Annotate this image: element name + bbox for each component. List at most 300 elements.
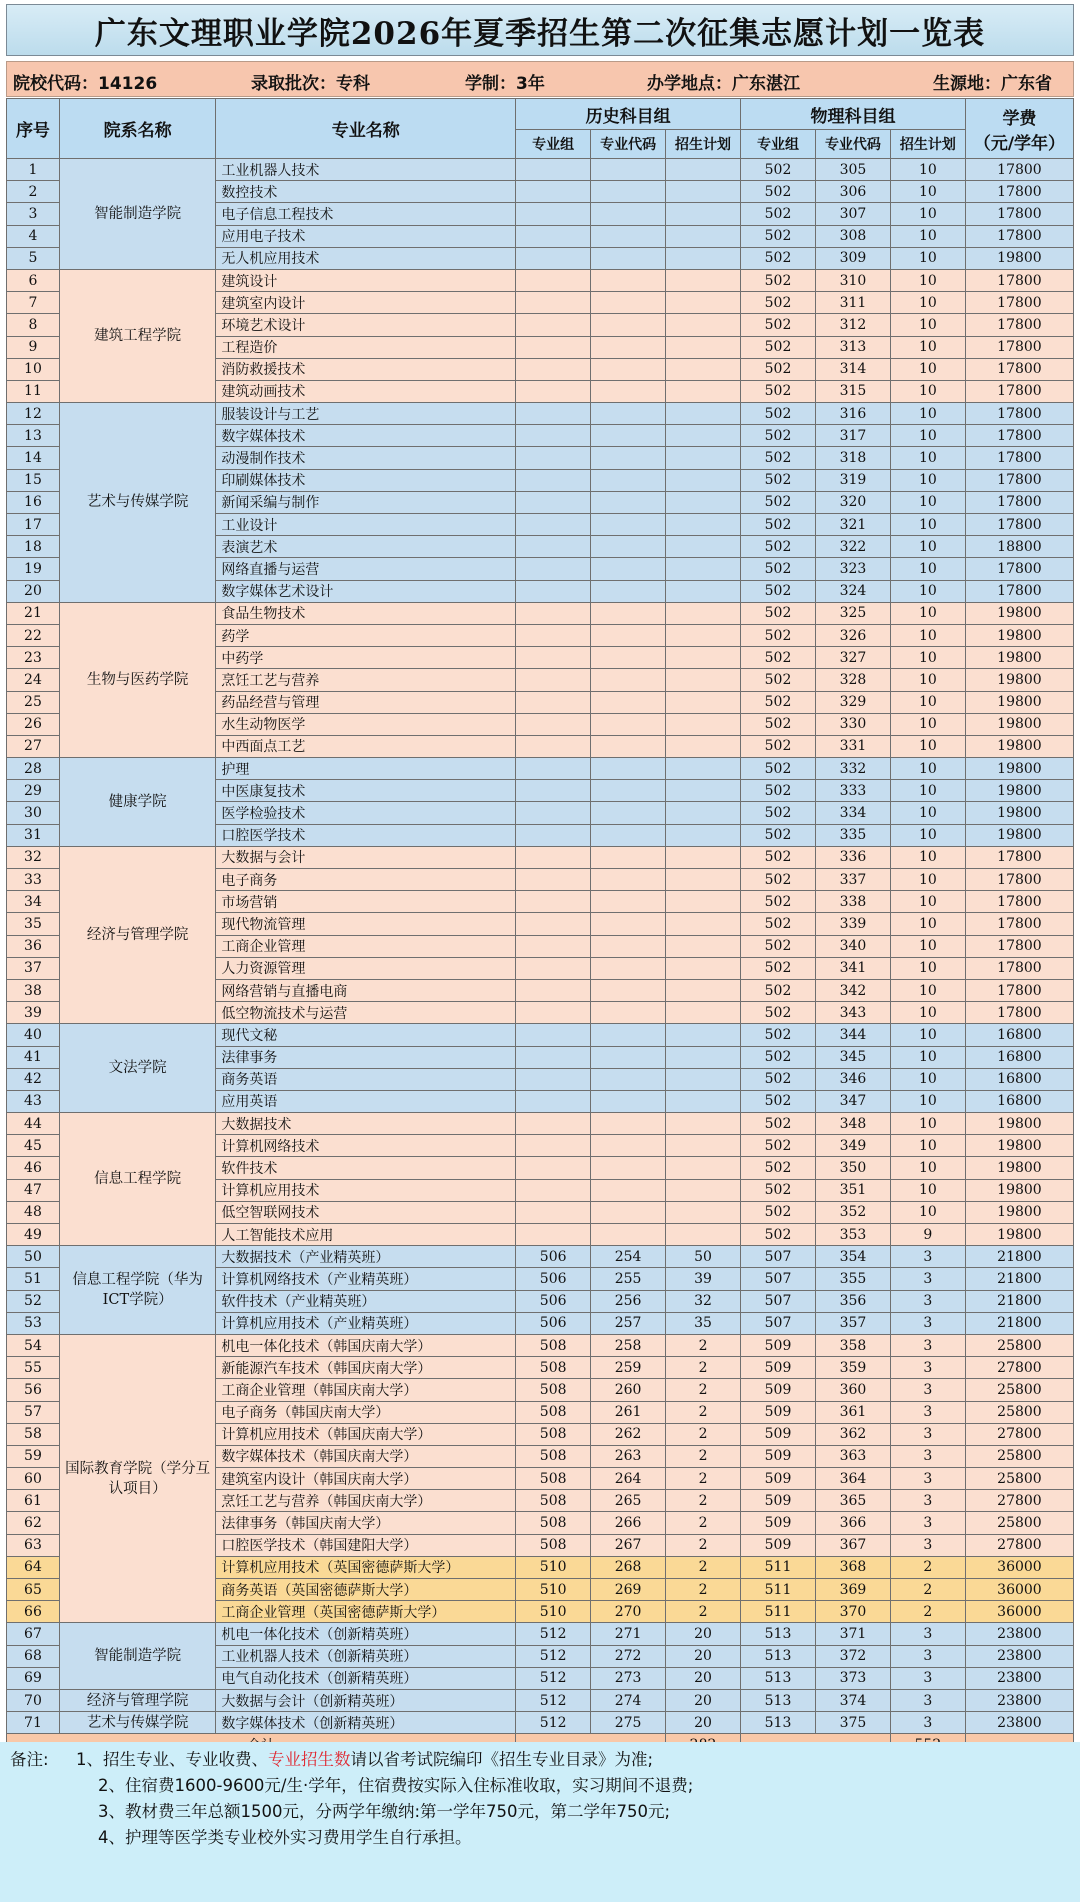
cell-fee: 25800 <box>965 1379 1073 1401</box>
cell-history-code: 256 <box>591 1290 666 1312</box>
note-3: 3、教材费三年总额1500元，分两学年缴纳:第一学年750元，第二学年750元; <box>98 1802 671 1821</box>
cell-seq: 52 <box>7 1290 60 1312</box>
cell-history-plan: 20 <box>666 1667 741 1689</box>
cell-physics-group: 502 <box>741 824 816 846</box>
cell-physics-plan: 10 <box>890 558 965 580</box>
cell-major: 软件技术 <box>216 1157 516 1179</box>
cell-history-group <box>516 824 591 846</box>
cell-physics-group: 502 <box>741 1113 816 1135</box>
cell-physics-code: 305 <box>815 159 890 181</box>
cell-physics-plan: 10 <box>890 469 965 491</box>
cell-history-group <box>516 1002 591 1024</box>
cell-seq: 11 <box>7 380 60 402</box>
cell-history-group <box>516 469 591 491</box>
cell-history-group: 508 <box>516 1423 591 1445</box>
cell-major: 应用电子技术 <box>216 225 516 247</box>
cell-history-plan <box>666 869 741 891</box>
cell-physics-code: 375 <box>815 1712 890 1734</box>
cell-fee: 19800 <box>965 247 1073 269</box>
cell-history-code <box>591 269 666 291</box>
cell-physics-group: 502 <box>741 802 816 824</box>
cell-history-code: 265 <box>591 1490 666 1512</box>
admission-batch: 录取批次：专科 <box>251 74 370 94</box>
cell-physics-code: 353 <box>815 1224 890 1246</box>
cell-physics-group: 502 <box>741 1024 816 1046</box>
cell-physics-group: 502 <box>741 536 816 558</box>
cell-history-group <box>516 624 591 646</box>
cell-history-plan <box>666 824 741 846</box>
cell-fee: 19800 <box>965 691 1073 713</box>
cell-history-group: 508 <box>516 1468 591 1490</box>
cell-physics-group: 502 <box>741 159 816 181</box>
cell-history-group <box>516 1135 591 1157</box>
cell-history-plan <box>666 247 741 269</box>
cell-history-group: 508 <box>516 1490 591 1512</box>
cell-major: 现代物流管理 <box>216 913 516 935</box>
cell-history-code <box>591 447 666 469</box>
cell-physics-plan: 10 <box>890 269 965 291</box>
cell-physics-plan: 10 <box>890 913 965 935</box>
cell-seq: 58 <box>7 1423 60 1445</box>
study-duration: 学制：3年 <box>465 74 545 94</box>
cell-fee: 21800 <box>965 1290 1073 1312</box>
cell-history-code <box>591 957 666 979</box>
cell-seq: 68 <box>7 1645 60 1667</box>
cell-physics-group: 502 <box>741 1090 816 1112</box>
cell-physics-code: 351 <box>815 1179 890 1201</box>
cell-physics-group: 502 <box>741 713 816 735</box>
cell-history-code: 272 <box>591 1645 666 1667</box>
cell-fee: 36000 <box>965 1601 1073 1623</box>
cell-history-group <box>516 181 591 203</box>
cell-history-plan <box>666 269 741 291</box>
cell-history-code: 270 <box>591 1601 666 1623</box>
cell-history-code <box>591 1090 666 1112</box>
cell-fee: 27800 <box>965 1490 1073 1512</box>
cell-physics-code: 312 <box>815 314 890 336</box>
cell-physics-code: 356 <box>815 1290 890 1312</box>
cell-fee: 19800 <box>965 1179 1073 1201</box>
cell-physics-code: 366 <box>815 1512 890 1534</box>
cell-history-group <box>516 336 591 358</box>
cell-major: 建筑室内设计（韩国庆南大学） <box>216 1468 516 1490</box>
cell-physics-group: 502 <box>741 269 816 291</box>
cell-physics-code: 326 <box>815 624 890 646</box>
cell-physics-plan: 10 <box>890 1135 965 1157</box>
col-header-history-sub-code: 专业代码 <box>591 130 666 159</box>
cell-history-group <box>516 869 591 891</box>
cell-fee: 23800 <box>965 1712 1073 1734</box>
cell-physics-group: 502 <box>741 292 816 314</box>
cell-physics-group: 502 <box>741 691 816 713</box>
cell-history-plan <box>666 1024 741 1046</box>
cell-history-code <box>591 403 666 425</box>
cell-history-code <box>591 1113 666 1135</box>
cell-seq: 15 <box>7 469 60 491</box>
cell-physics-code: 352 <box>815 1201 890 1223</box>
cell-seq: 57 <box>7 1401 60 1423</box>
cell-fee: 17800 <box>965 491 1073 513</box>
cell-physics-plan: 10 <box>890 1002 965 1024</box>
cell-history-plan <box>666 1046 741 1068</box>
cell-fee: 17800 <box>965 514 1073 536</box>
cell-seq: 63 <box>7 1534 60 1556</box>
cell-seq: 10 <box>7 358 60 380</box>
cell-major: 数控技术 <box>216 181 516 203</box>
table-row <box>7 758 1074 780</box>
cell-history-plan <box>666 735 741 757</box>
cell-fee: 17800 <box>965 314 1073 336</box>
cell-seq: 71 <box>7 1712 60 1734</box>
cell-history-plan: 35 <box>666 1312 741 1334</box>
cell-seq: 53 <box>7 1312 60 1334</box>
cell-history-plan <box>666 469 741 491</box>
cell-history-code <box>591 824 666 846</box>
cell-history-plan <box>666 314 741 336</box>
cell-fee: 17800 <box>965 935 1073 957</box>
cell-seq: 30 <box>7 802 60 824</box>
page-title: 广东文理职业学院2026年夏季招生第二次征集志愿计划一览表 <box>6 4 1074 56</box>
cell-seq: 59 <box>7 1445 60 1467</box>
cell-physics-group: 502 <box>741 758 816 780</box>
cell-history-plan <box>666 558 741 580</box>
cell-history-plan <box>666 181 741 203</box>
cell-history-plan <box>666 447 741 469</box>
cell-physics-group: 502 <box>741 846 816 868</box>
cell-history-code <box>591 1224 666 1246</box>
cell-history-group <box>516 979 591 1001</box>
cell-physics-plan: 9 <box>890 1224 965 1246</box>
cell-major: 消防救援技术 <box>216 358 516 380</box>
cell-physics-code: 336 <box>815 846 890 868</box>
cell-seq: 22 <box>7 624 60 646</box>
cell-seq: 36 <box>7 935 60 957</box>
cell-physics-code: 358 <box>815 1334 890 1356</box>
cell-seq: 23 <box>7 647 60 669</box>
cell-fee: 17800 <box>965 269 1073 291</box>
cell-history-group <box>516 1179 591 1201</box>
cell-history-group <box>516 758 591 780</box>
cell-fee: 17800 <box>965 159 1073 181</box>
cell-physics-plan: 10 <box>890 580 965 602</box>
cell-seq: 20 <box>7 580 60 602</box>
cell-history-group <box>516 713 591 735</box>
cell-fee: 19800 <box>965 624 1073 646</box>
cell-major: 大数据与会计（创新精英班） <box>216 1689 516 1711</box>
cell-seq: 60 <box>7 1468 60 1490</box>
cell-major: 建筑设计 <box>216 269 516 291</box>
cell-history-code <box>591 891 666 913</box>
cell-history-plan <box>666 491 741 513</box>
cell-history-code <box>591 735 666 757</box>
cell-seq: 65 <box>7 1579 60 1601</box>
cell-physics-group: 513 <box>741 1689 816 1711</box>
cell-physics-plan: 10 <box>890 1090 965 1112</box>
cell-history-code: 257 <box>591 1312 666 1334</box>
cell-history-plan <box>666 846 741 868</box>
cell-department: 艺术与传媒学院 <box>59 1712 216 1734</box>
cell-history-code: 268 <box>591 1556 666 1578</box>
cell-history-plan <box>666 935 741 957</box>
cell-seq: 64 <box>7 1556 60 1578</box>
note-1 <box>76 1746 653 1770</box>
cell-seq: 35 <box>7 913 60 935</box>
cell-physics-code: 330 <box>815 713 890 735</box>
cell-physics-plan: 10 <box>890 758 965 780</box>
cell-history-plan <box>666 225 741 247</box>
cell-physics-code: 340 <box>815 935 890 957</box>
cell-major: 数字媒体技术（创新精英班） <box>216 1712 516 1734</box>
cell-seq: 14 <box>7 447 60 469</box>
cell-major: 商务英语 <box>216 1068 516 1090</box>
cell-physics-group: 509 <box>741 1534 816 1556</box>
cell-fee: 17800 <box>965 891 1073 913</box>
cell-history-group: 506 <box>516 1290 591 1312</box>
cell-physics-code: 347 <box>815 1090 890 1112</box>
cell-physics-group: 502 <box>741 1068 816 1090</box>
cell-physics-plan: 10 <box>890 425 965 447</box>
cell-physics-plan: 10 <box>890 735 965 757</box>
cell-physics-code: 373 <box>815 1667 890 1689</box>
cell-fee: 17800 <box>965 469 1073 491</box>
cell-history-group: 512 <box>516 1712 591 1734</box>
cell-fee: 18800 <box>965 536 1073 558</box>
cell-physics-code: 360 <box>815 1379 890 1401</box>
cell-physics-group: 502 <box>741 735 816 757</box>
cell-fee: 16800 <box>965 1068 1073 1090</box>
cell-physics-code: 337 <box>815 869 890 891</box>
cell-major: 食品生物技术 <box>216 602 516 624</box>
cell-physics-code: 343 <box>815 1002 890 1024</box>
cell-history-group <box>516 292 591 314</box>
cell-history-group <box>516 1068 591 1090</box>
cell-fee: 25800 <box>965 1401 1073 1423</box>
cell-fee: 19800 <box>965 713 1073 735</box>
cell-physics-group: 502 <box>741 225 816 247</box>
cell-physics-group: 509 <box>741 1445 816 1467</box>
cell-seq: 48 <box>7 1201 60 1223</box>
cell-seq: 24 <box>7 669 60 691</box>
cell-physics-plan: 3 <box>890 1246 965 1268</box>
cell-physics-plan: 10 <box>890 447 965 469</box>
cell-physics-group: 509 <box>741 1423 816 1445</box>
cell-major: 计算机网络技术 <box>216 1135 516 1157</box>
cell-seq: 54 <box>7 1334 60 1356</box>
cell-fee: 19800 <box>965 1135 1073 1157</box>
cell-history-plan <box>666 536 741 558</box>
cell-physics-plan: 10 <box>890 491 965 513</box>
cell-physics-plan: 10 <box>890 691 965 713</box>
cell-history-group <box>516 491 591 513</box>
cell-major: 大数据与会计 <box>216 846 516 868</box>
cell-fee: 19800 <box>965 1224 1073 1246</box>
cell-physics-plan: 3 <box>890 1512 965 1534</box>
cell-physics-code: 339 <box>815 913 890 935</box>
school-location: 办学地点：广东湛江 <box>647 74 800 94</box>
cell-history-code: 275 <box>591 1712 666 1734</box>
cell-fee: 19800 <box>965 824 1073 846</box>
cell-history-plan: 2 <box>666 1334 741 1356</box>
cell-history-code <box>591 292 666 314</box>
school-code: 院校代码：14126 <box>13 74 158 94</box>
cell-major: 法律事务 <box>216 1046 516 1068</box>
cell-history-plan: 20 <box>666 1689 741 1711</box>
cell-physics-plan: 10 <box>890 957 965 979</box>
cell-physics-code: 365 <box>815 1490 890 1512</box>
cell-history-group <box>516 558 591 580</box>
cell-seq: 8 <box>7 314 60 336</box>
cell-history-group <box>516 802 591 824</box>
cell-physics-code: 334 <box>815 802 890 824</box>
cell-seq: 39 <box>7 1002 60 1024</box>
cell-history-group <box>516 669 591 691</box>
cell-history-code: 261 <box>591 1401 666 1423</box>
cell-seq: 61 <box>7 1490 60 1512</box>
cell-seq: 16 <box>7 491 60 513</box>
note-4: 4、护理等医学类专业校外实习费用学生自行承担。 <box>98 1828 472 1847</box>
cell-physics-plan: 3 <box>890 1667 965 1689</box>
cell-seq: 66 <box>7 1601 60 1623</box>
cell-physics-plan: 10 <box>890 225 965 247</box>
cell-physics-plan: 10 <box>890 713 965 735</box>
cell-history-plan: 20 <box>666 1623 741 1645</box>
cell-department: 经济与管理学院 <box>59 1689 216 1711</box>
cell-physics-group: 507 <box>741 1312 816 1334</box>
cell-history-code <box>591 469 666 491</box>
cell-physics-code: 349 <box>815 1135 890 1157</box>
cell-history-plan <box>666 1002 741 1024</box>
cell-seq: 6 <box>7 269 60 291</box>
cell-fee: 19800 <box>965 1157 1073 1179</box>
cell-major: 药品经营与管理 <box>216 691 516 713</box>
cell-fee: 17800 <box>965 846 1073 868</box>
cell-physics-code: 321 <box>815 514 890 536</box>
cell-physics-plan: 10 <box>890 314 965 336</box>
cell-physics-code: 344 <box>815 1024 890 1046</box>
cell-history-code: 260 <box>591 1379 666 1401</box>
cell-history-group <box>516 647 591 669</box>
cell-major: 法律事务（韩国庆南大学） <box>216 1512 516 1534</box>
cell-physics-plan: 3 <box>890 1334 965 1356</box>
cell-physics-group: 502 <box>741 1224 816 1246</box>
cell-history-plan <box>666 602 741 624</box>
cell-history-code <box>591 203 666 225</box>
cell-major: 无人机应用技术 <box>216 247 516 269</box>
cell-major: 网络营销与直播电商 <box>216 979 516 1001</box>
cell-history-plan <box>666 957 741 979</box>
cell-physics-group: 502 <box>741 491 816 513</box>
cell-major: 计算机应用技术（产业精英班） <box>216 1312 516 1334</box>
cell-history-plan: 2 <box>666 1357 741 1379</box>
table-row <box>7 846 1074 868</box>
cell-fee: 36000 <box>965 1556 1073 1578</box>
cell-history-code <box>591 669 666 691</box>
cell-seq: 46 <box>7 1157 60 1179</box>
cell-physics-code: 328 <box>815 669 890 691</box>
cell-major: 工程造价 <box>216 336 516 358</box>
cell-physics-code: 359 <box>815 1357 890 1379</box>
cell-major: 工业设计 <box>216 514 516 536</box>
cell-major: 新能源汽车技术（韩国庆南大学） <box>216 1357 516 1379</box>
cell-history-code <box>591 935 666 957</box>
cell-history-plan <box>666 403 741 425</box>
cell-seq: 43 <box>7 1090 60 1112</box>
cell-history-code: 255 <box>591 1268 666 1290</box>
cell-physics-group: 502 <box>741 1135 816 1157</box>
cell-history-code <box>591 380 666 402</box>
cell-physics-code: 314 <box>815 358 890 380</box>
cell-physics-group: 502 <box>741 203 816 225</box>
cell-history-plan: 2 <box>666 1512 741 1534</box>
cell-physics-plan: 10 <box>890 159 965 181</box>
table-row <box>7 159 1074 181</box>
cell-history-plan <box>666 1090 741 1112</box>
cell-physics-plan: 10 <box>890 891 965 913</box>
cell-physics-group: 507 <box>741 1246 816 1268</box>
col-header-seq: 序号 <box>7 99 60 159</box>
cell-physics-group: 502 <box>741 314 816 336</box>
cell-physics-group: 509 <box>741 1379 816 1401</box>
cell-physics-plan: 10 <box>890 846 965 868</box>
cell-fee: 17800 <box>965 979 1073 1001</box>
cell-physics-group: 509 <box>741 1357 816 1379</box>
cell-fee: 27800 <box>965 1534 1073 1556</box>
cell-physics-plan: 3 <box>890 1290 965 1312</box>
cell-history-plan <box>666 380 741 402</box>
cell-history-plan <box>666 802 741 824</box>
cell-major: 计算机应用技术（韩国庆南大学） <box>216 1423 516 1445</box>
cell-history-plan <box>666 159 741 181</box>
fee-header-line1: 学费 <box>1002 108 1037 129</box>
cell-department: 艺术与传媒学院 <box>59 403 216 603</box>
cell-physics-group: 502 <box>741 514 816 536</box>
cell-physics-group: 511 <box>741 1556 816 1578</box>
cell-physics-group: 502 <box>741 181 816 203</box>
cell-fee: 19800 <box>965 802 1073 824</box>
cell-physics-plan: 3 <box>890 1490 965 1512</box>
cell-department: 智能制造学院 <box>59 159 216 270</box>
cell-physics-plan: 10 <box>890 514 965 536</box>
cell-history-plan <box>666 336 741 358</box>
cell-history-code <box>591 979 666 1001</box>
cell-history-code: 266 <box>591 1512 666 1534</box>
notes-label: 备注: <box>10 1750 49 1769</box>
cell-fee: 17800 <box>965 358 1073 380</box>
cell-seq: 49 <box>7 1224 60 1246</box>
cell-history-group <box>516 691 591 713</box>
cell-major: 服装设计与工艺 <box>216 403 516 425</box>
cell-physics-code: 333 <box>815 780 890 802</box>
cell-history-plan <box>666 713 741 735</box>
cell-fee: 17800 <box>965 225 1073 247</box>
cell-major: 大数据技术 <box>216 1113 516 1135</box>
cell-fee: 23800 <box>965 1667 1073 1689</box>
cell-history-code: 264 <box>591 1468 666 1490</box>
cell-physics-code: 367 <box>815 1534 890 1556</box>
cell-seq: 56 <box>7 1379 60 1401</box>
cell-history-code <box>591 314 666 336</box>
cell-major: 工商企业管理（韩国庆南大学） <box>216 1379 516 1401</box>
cell-history-plan: 2 <box>666 1379 741 1401</box>
cell-fee: 19800 <box>965 1201 1073 1223</box>
cell-major: 商务英语（英国密德萨斯大学） <box>216 1579 516 1601</box>
cell-history-plan <box>666 292 741 314</box>
cell-physics-code: 371 <box>815 1623 890 1645</box>
cell-physics-group: 509 <box>741 1490 816 1512</box>
cell-seq: 50 <box>7 1246 60 1268</box>
cell-seq: 17 <box>7 514 60 536</box>
cell-department: 经济与管理学院 <box>59 846 216 1024</box>
